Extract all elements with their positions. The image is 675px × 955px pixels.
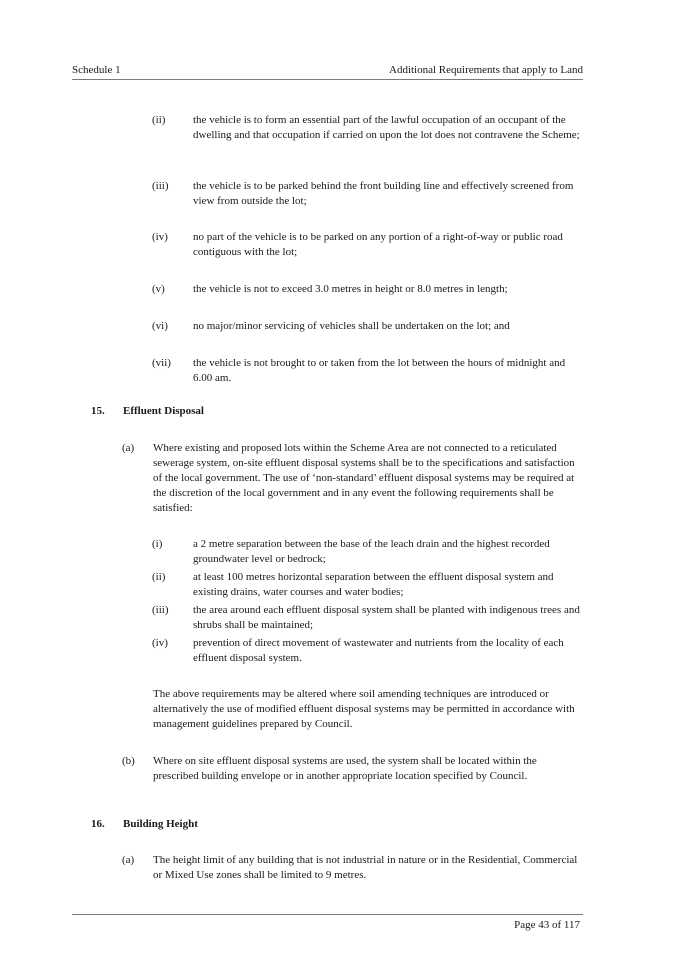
- header-schedule-label: Schedule 1: [72, 64, 121, 76]
- clause-text: Where on site effluent disposal systems are used, the system shall be located within the prescribed building envelope or in another appropriate location specified by Council.: [153, 755, 537, 782]
- list-item-number: (vi): [152, 320, 168, 332]
- section-heading: Effluent Disposal: [123, 405, 204, 417]
- list-item-text: no part of the vehicle is to be parked on any portion of a right-of-way or public road contiguous with the lot;: [193, 231, 563, 258]
- clause-text: The height limit of any building that is not industrial in nature or in the Residential, Commercial or Mixed Use zones shall be limited to 9 metres.: [153, 854, 578, 881]
- list-item-text: at least 100 metres horizontal separation between the effluent disposal system and existing drains, water courses and water bodies;: [193, 571, 554, 598]
- section-number: 15.: [91, 405, 105, 417]
- clause-number: (a): [122, 442, 135, 454]
- header-section-title: Additional Requirements that apply to Land: [389, 64, 583, 76]
- clause-number: (a): [122, 854, 135, 866]
- page-number: Page 43 of 117: [514, 919, 580, 931]
- list-item-text: the vehicle is to form an essential part of the lawful occupation of an occupant of the dwelling and that occupation if carried on upon the lot does not contravene the Scheme;: [193, 114, 580, 141]
- list-item-number: (ii): [152, 114, 166, 126]
- footer-rule: [72, 914, 583, 915]
- list-item-number: (iv): [152, 231, 168, 243]
- list-item-number: (ii): [152, 571, 166, 583]
- closing-paragraph: The above requirements may be altered where soil amending techniques are introduced or alternatively the use of modified effluent disposal systems may be permitted in accordance with management guidelines prepared by Council.: [153, 688, 575, 730]
- list-item-number: (vii): [152, 357, 171, 369]
- clause-number: (b): [122, 755, 135, 767]
- list-item-text: the area around each effluent disposal system shall be planted with indigenous trees and shrubs shall be maintained;: [193, 604, 580, 631]
- clause-text: Where existing and proposed lots within the Scheme Area are not connected to a reticulated sewerage system, on-site effluent disposal systems shall be to the specifications and satisfaction of the local government. The use of ‘non-standard’ effluent disposal systems may be required at the discretion of the local government and in any event the following requirements shall be satisfied:: [153, 442, 575, 514]
- list-item-text: prevention of direct movement of wastewater and nutrients from the locality of each effluent disposal system.: [193, 637, 564, 664]
- list-item-number: (i): [152, 538, 163, 550]
- section-heading: Building Height: [123, 818, 198, 830]
- list-item-text: no major/minor servicing of vehicles shall be undertaken on the lot; and: [193, 320, 510, 332]
- list-item-text: a 2 metre separation between the base of the leach drain and the highest recorded groundwater level or bedrock;: [193, 538, 550, 565]
- list-item-number: (iii): [152, 180, 169, 192]
- list-item-number: (iv): [152, 637, 168, 649]
- list-item-number: (iii): [152, 604, 169, 616]
- section-number: 16.: [91, 818, 105, 830]
- list-item-number: (v): [152, 283, 165, 295]
- list-item-text: the vehicle is to be parked behind the front building line and effectively screened from view from outside the lot;: [193, 180, 574, 207]
- header-rule: [72, 79, 583, 80]
- list-item-text: the vehicle is not brought to or taken from the lot between the hours of midnight and 6.00 am.: [193, 357, 566, 384]
- list-item-text: the vehicle is not to exceed 3.0 metres in height or 8.0 metres in length;: [193, 283, 508, 295]
